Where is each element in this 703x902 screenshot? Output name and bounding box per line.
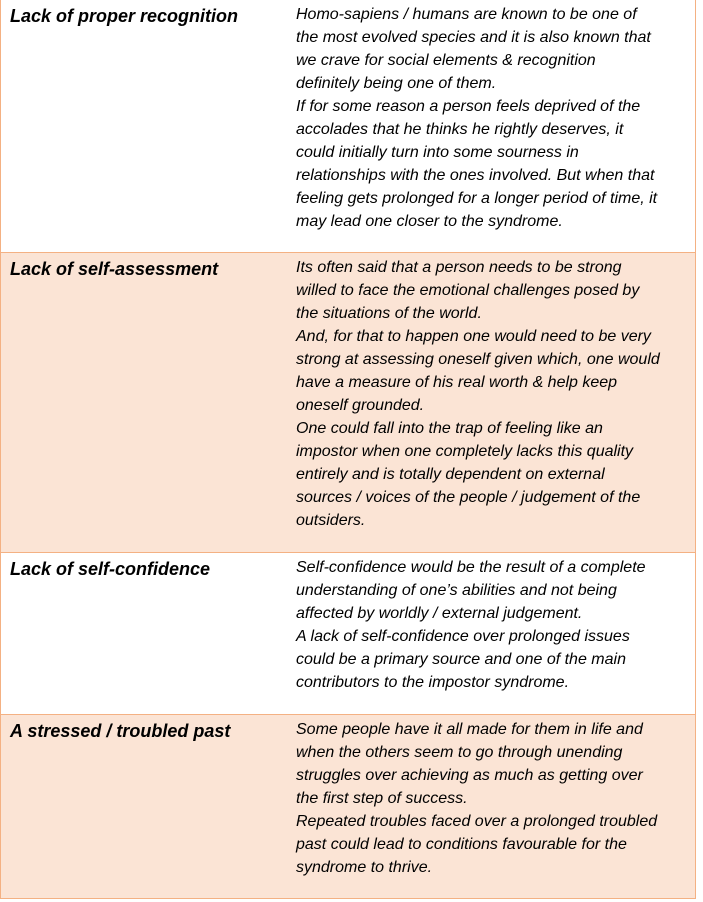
description-line: may lead one closer to the syndrome. <box>296 213 563 230</box>
description-line: And, for that to happen one would need to be very <box>296 328 651 345</box>
description-line: impostor when one completely lacks this quality <box>296 443 634 460</box>
description-line: Repeated troubles faced over a prolonged troubled <box>296 813 658 830</box>
description-line: feeling gets prolonged for a longer period of time, it <box>296 190 658 207</box>
description-line: could initially turn into some sourness in <box>296 144 579 161</box>
description-line: sources / voices of the people / judgement of the <box>296 489 641 506</box>
description-line: the situations of the world. <box>296 305 482 322</box>
description-line: understanding of one’s abilities and not being <box>296 582 617 599</box>
table-row <box>1 553 695 715</box>
description-line: Self-confidence would be the result of a complete <box>296 559 646 576</box>
description-line: One could fall into the trap of feeling like an <box>296 420 603 437</box>
description-line: If for some reason a person feels deprived of the <box>296 98 641 115</box>
description-line: the first step of success. <box>296 790 468 807</box>
description-line: contributors to the impostor syndrome. <box>296 674 570 691</box>
description-line: struggles over achieving as much as getting over <box>296 767 643 784</box>
description-line: accolades that he thinks he rightly deserves, it <box>296 121 624 138</box>
description-line: have a measure of his real worth & help keep <box>296 374 618 391</box>
description-line: Its often said that a person needs to be strong <box>296 259 622 276</box>
row-heading: Lack of proper recognition <box>10 6 239 26</box>
table-row <box>1 0 695 253</box>
row-heading: Lack of self-confidence <box>10 559 211 579</box>
description-line: Homo-sapiens / humans are known to be one of <box>296 6 637 23</box>
description-line: affected by worldly / external judgement. <box>296 605 583 622</box>
description-line: syndrome to thrive. <box>296 859 433 876</box>
row-description <box>288 715 695 898</box>
description-line: oneself grounded. <box>296 397 425 414</box>
table-row <box>1 253 695 553</box>
description-line: the most evolved species and it is also known that <box>296 29 651 46</box>
description-line: we crave for social elements & recognition <box>296 52 596 69</box>
row-heading: A stressed / troubled past <box>10 721 231 741</box>
description-line: strong at assessing oneself given which, one would <box>296 351 660 368</box>
table-row <box>1 715 695 899</box>
description-line: A lack of self-confidence over prolonged issues <box>296 628 630 645</box>
description-line: definitely being one of them. <box>296 75 497 92</box>
row-heading: Lack of self-assessment <box>10 259 219 279</box>
row-description <box>288 553 695 714</box>
description-line: entirely and is totally dependent on external <box>296 466 605 483</box>
description-line: relationships with the ones involved. But when that <box>296 167 655 184</box>
description-line: past could lead to conditions favourable for the <box>296 836 627 853</box>
description-line: when the others seem to go through unending <box>296 744 623 761</box>
description-line: outsiders. <box>296 512 366 529</box>
row-description <box>288 253 695 552</box>
row-description <box>288 0 695 252</box>
description-line: Some people have it all made for them in life and <box>296 721 643 738</box>
description-line: could be a primary source and one of the main <box>296 651 626 668</box>
description-line: willed to face the emotional challenges posed by <box>296 282 640 299</box>
